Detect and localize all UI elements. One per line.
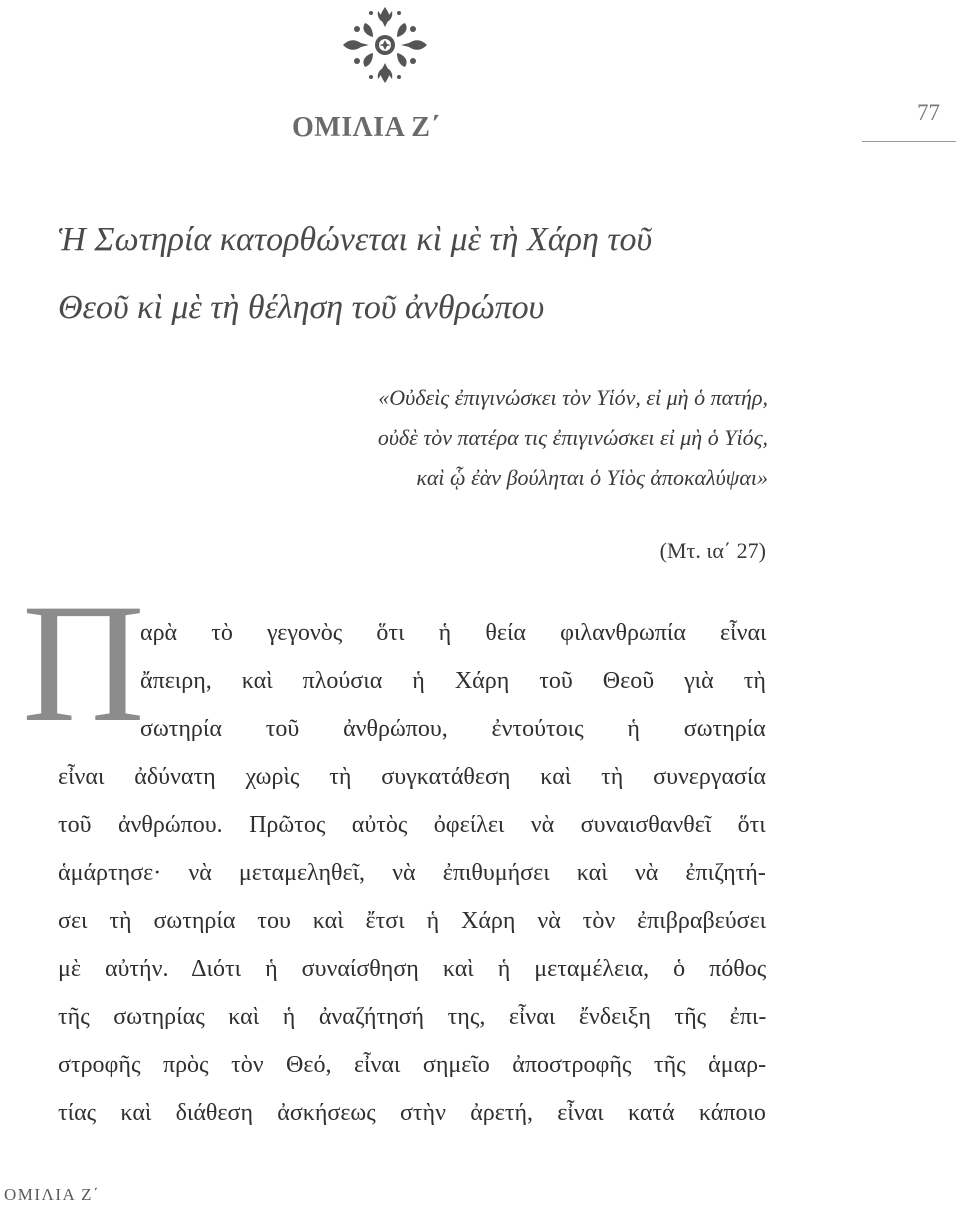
body-line-6: ἁμάρτησε· νὰ μεταμεληθεῖ, νὰ ἐπιθυμήσει καὶ νὰ ἐπιζητή- — [58, 860, 766, 886]
body-line-9: τῆς σωτηρίας καὶ ἡ ἀναζήτησή της, εἶναι ἔνδειξη τῆς ἐπι- — [58, 1004, 767, 1030]
homily-heading: ΟΜΙΛΙΑ Ζ΄ — [292, 112, 441, 143]
body-line-4: εἶναι ἀδύνατη χωρὶς τὴ συγκατάθεση καὶ τὴ συνεργασία — [58, 764, 767, 790]
drop-cap: Π — [22, 569, 145, 757]
epigraph-citation: (Μτ. ια΄ 27) — [659, 538, 766, 563]
page-number-rule — [862, 141, 956, 142]
subtitle-line-2: Θεοῦ κὶ μὲ τὴ θέληση τοῦ ἀνθρώπου — [58, 289, 545, 326]
body-line-7: σει τὴ σωτηρία του καὶ ἔτσι ἡ Χάρη νὰ τὸν ἐπιβραβεύσει — [58, 908, 767, 934]
running-footer: ΟΜΙΛΙΑ Ζ΄ — [4, 1185, 101, 1204]
body-line-10: στροφῆς πρὸς τὸν Θεό, εἶναι σημεῖο ἀποστροφῆς τῆς ἁμαρ- — [58, 1052, 767, 1078]
body-line-5: τοῦ ἀνθρώπου. Πρῶτος αὐτὸς ὀφείλει νὰ συναισθανθεῖ ὅτι — [58, 812, 766, 838]
body-line-8: μὲ αὐτήν. Διότι ἡ συναίσθηση καὶ ἡ μεταμέλεια, ὁ πόθος — [58, 956, 767, 982]
epigraph-line-2: οὐδὲ τὸν πατέρα τις ἐπιγινώσκει εἰ μὴ ὁ Υἱός, — [377, 425, 768, 450]
epigraph-line-1: «Οὐδεὶς ἐπιγινώσκει τὸν Υἱόν, εἰ μὴ ὁ πατήρ, — [378, 385, 768, 410]
body-line-2: ἄπειρη, καὶ πλούσια ἡ Χάρη τοῦ Θεοῦ γιὰ τὴ — [140, 668, 766, 694]
chapter-subtitle — [58, 206, 652, 342]
body-line-11: τίας καὶ διάθεση ἀσκήσεως στὴν ἀρετή, εἶναι κατά κάποιο — [58, 1100, 766, 1126]
floral-ornament-icon — [335, 5, 435, 85]
subtitle-line-1: Ἡ Σωτηρία κατορθώνεται κὶ μὲ τὴ Χάρη τοῦ — [58, 221, 653, 258]
page-number: 77 — [917, 100, 940, 125]
epigraph-quote — [378, 378, 768, 498]
body-line-1: αρὰ τὸ γεγονὸς ὅτι ἡ θεία φιλανθρωπία εἶναι — [140, 620, 767, 646]
body-line-3: σωτηρία τοῦ ἀνθρώπου, ἐντούτοις ἡ σωτηρία — [140, 716, 766, 742]
epigraph-line-3: καὶ ᾧ ἐὰν βούληται ὁ Υἱὸς ἀποκαλύψαι» — [416, 465, 768, 490]
